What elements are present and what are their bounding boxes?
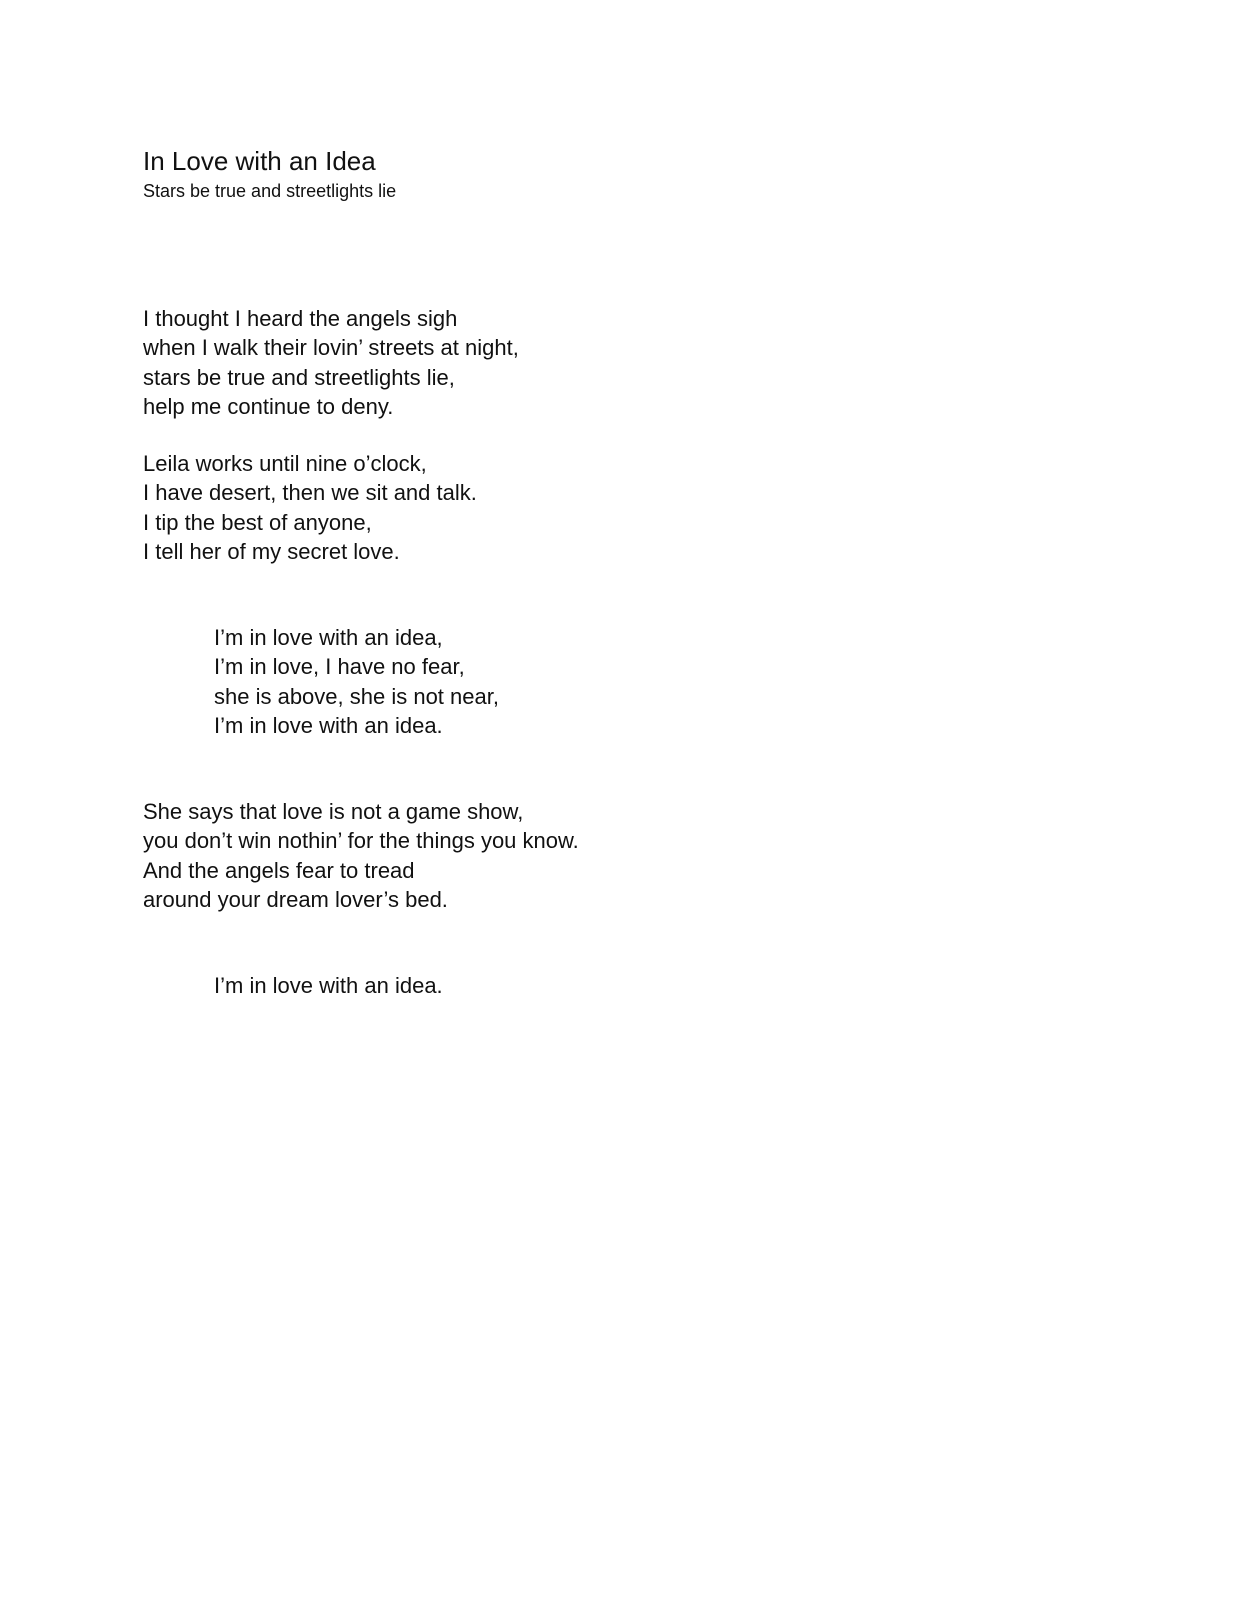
poem-subtitle: Stars be true and streetlights lie (143, 181, 397, 201)
poem-line: help me continue to deny. (143, 393, 394, 419)
poem-line: I tip the best of anyone, (143, 509, 372, 535)
poem-line: I’m in love with an idea, (214, 625, 443, 650)
poem-line: I’m in love, I have no fear, (214, 654, 465, 680)
stanza-verse-3 (143, 797, 579, 914)
poem-line: she is above, she is not near, (214, 683, 499, 709)
poem-line: Leila works until nine o’clock, (143, 451, 427, 476)
poem-line: I thought I heard the angels sigh (143, 306, 458, 331)
poem-line: I have desert, then we sit and talk. (143, 480, 477, 506)
poem-line: when I walk their lovin’ streets at night, (143, 335, 519, 361)
poem-line: And the angels fear to tread (143, 857, 415, 883)
stanza-verse-1 (143, 304, 519, 421)
poem-line: I’m in love with an idea. (214, 712, 443, 738)
stanza-verse-2 (143, 449, 477, 566)
poem-title: In Love with an Idea (143, 146, 376, 176)
poem-line: stars be true and streetlights lie, (143, 364, 455, 390)
poem-line: I tell her of my secret love. (143, 538, 400, 564)
poem-line: around your dream lover’s bed. (143, 886, 448, 912)
poem-line: She says that love is not a game show, (143, 799, 524, 824)
stanza-closing-refrain (214, 971, 443, 1000)
poem-line: I’m in love with an idea. (214, 973, 443, 998)
stanza-chorus (214, 623, 499, 740)
poem-line: you don’t win nothin’ for the things you know. (143, 828, 579, 854)
